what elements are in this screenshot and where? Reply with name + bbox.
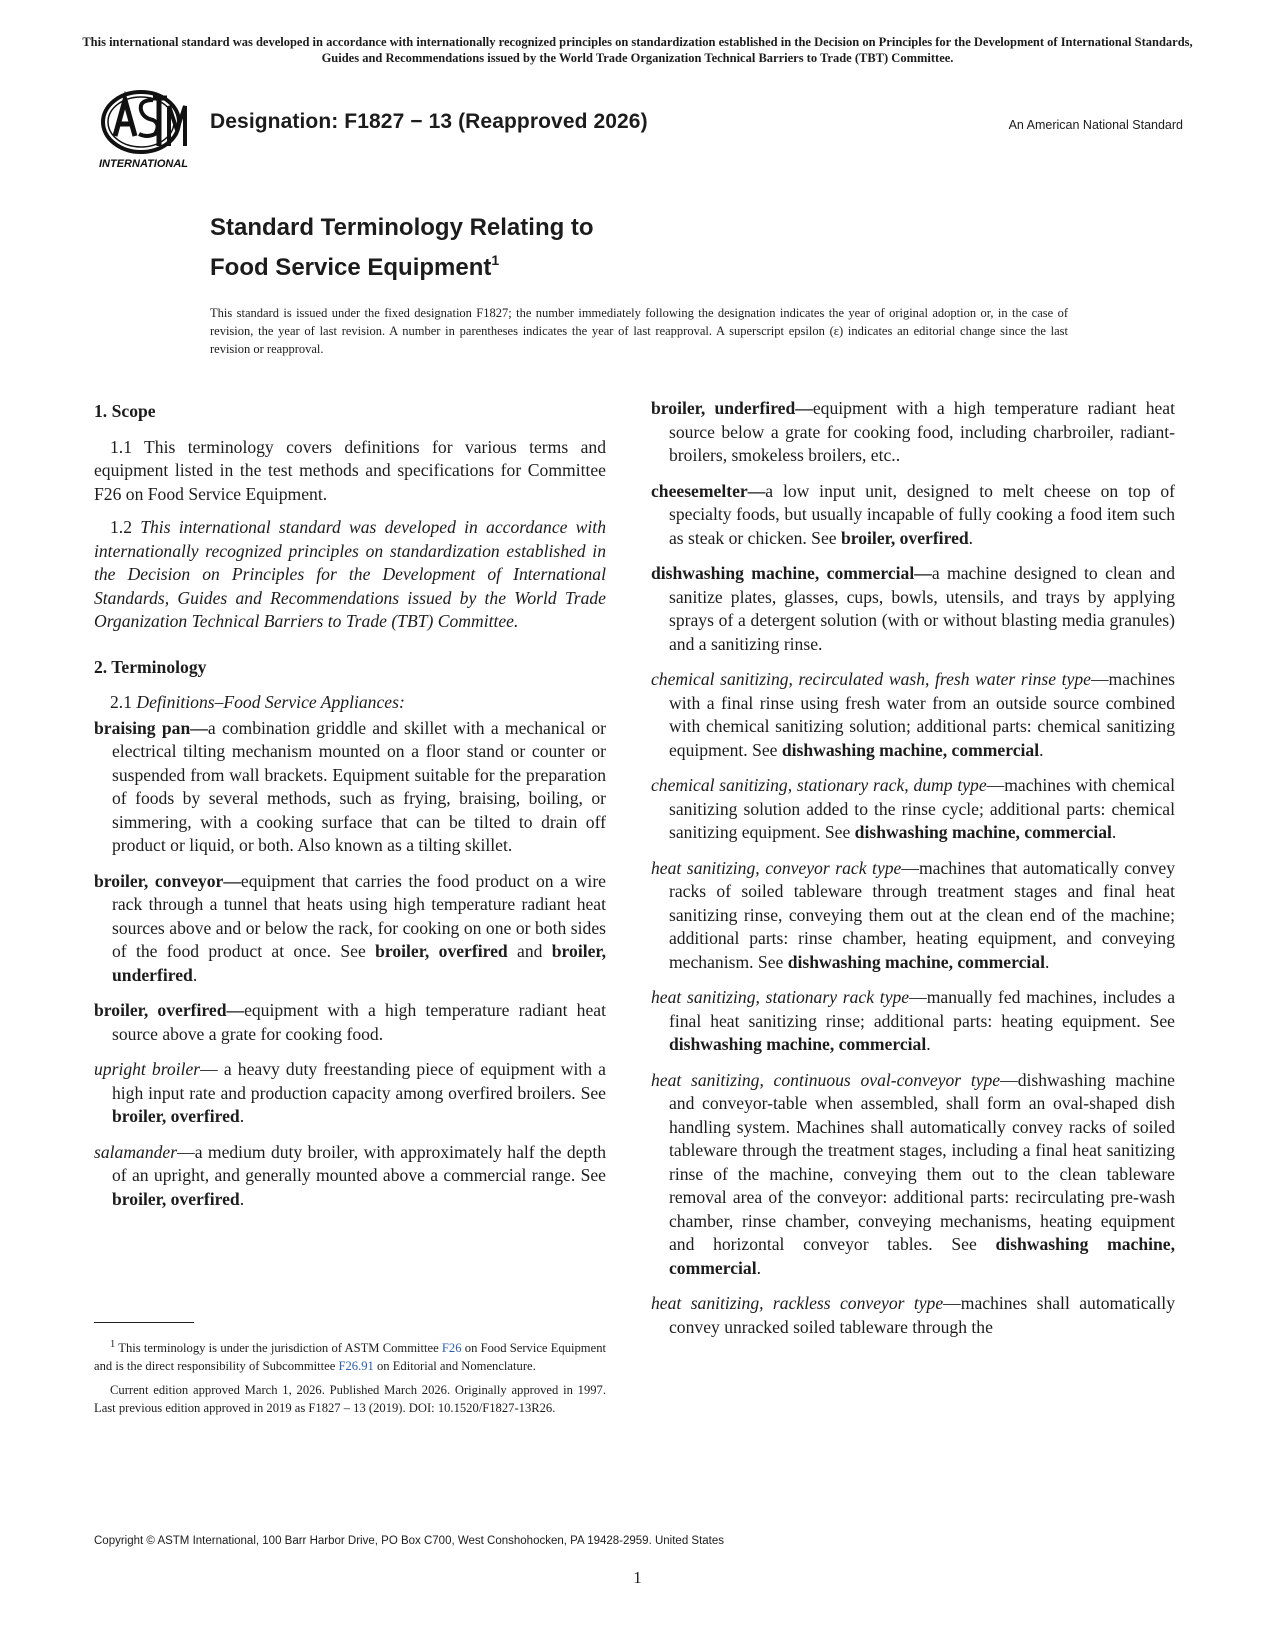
page-number: 1 [633,1568,642,1587]
issued-note: This standard is issued under the fixed designation F1827; the number immediately following the designation indicates the year of original adoption or, in the case of revision, the year of last revision. A number in parentheses indicates the year of last reapproval. A superscript epsilon (ε) indicates an editorial change since the last revision or reapproval. [210,306,1068,356]
term-heat-stationary: heat sanitizing, stationary rack type—manually fed machines, includes a final heat sanitizing rinse; additional parts: heating equipment. See dishwashing machine, commercial. [651,987,1176,1054]
right-column [651,397,1175,1351]
footnote-2: Current edition approved March 1, 2026. Published March 2026. Originally approved in 1997. Last previous edition approved in 2019 as F1827 – 13 (2019). DOI: 10.1520/F1827-13R26. [94,1383,606,1416]
american-national-standard-label: An American National Standard [1008,118,1183,132]
copyright: Copyright © ASTM International, 100 Barr Harbor Drive, PO Box C700, West Conshohocken, PA 19428-2959. United States [94,1535,725,1547]
term-salamander: salamander—a medium duty broiler, with approximately half the depth of an upright, and generally mounted above a commercial range. See broiler, overfired. [94,1141,606,1209]
term-broiler-conveyor: broiler, conveyor—equipment that carries the food product on a wire rack through a tunnel that heats using high temperature radiant heat sources above and or below the rack, for cooking on one or both sides of the food product at once. See broiler, overfired and broiler, underfired. [94,870,606,985]
designation: Designation: F1827 − 13 (Reapproved 2026) [210,110,648,133]
footnote-1: $^1$ This terminology is under the jurisdiction of ASTM Committee F26 on Food Service Equipment and is the direct responsibility of Subcommittee F26.91 on Editorial and Nomenclature. [94,1339,606,1374]
astm-logo [95,86,199,174]
term-chemical-stationary: chemical sanitizing, stationary rack, dump type—machines with chemical sanitizing solution added to the rinse cycle; additional parts: chemical sanitizing equipment. See dishwashing machine, commercial. [651,775,1175,842]
term-broiler-underfired: broiler, underfired—equipment with a high temperature radiant heat source below a grate for cooking food, including charbroiler, radiant-broilers, smokeless broilers, etc.. [651,398,1175,465]
term-chemical-recirculated: chemical sanitizing, recirculated wash, fresh water rinse type—machines with a final rinse using fresh water from an outside source combined with chemical sanitizing solution; additional parts: chemical sanitizing equipment. See dishwashing machine, commercial. [651,669,1175,760]
link-f26[interactable]: F26 [441,1341,462,1356]
title-footnote-ref: 1 [491,252,500,268]
footnote-divider [94,1322,194,1323]
title-line-1: Standard Terminology Relating to [210,214,594,241]
link-f26-91[interactable]: F26.91 [338,1359,374,1374]
scope-paragraph-1: 1.1 This terminology covers definitions for various terms and equipment listed in the test methods and specifications for Committee F26 on Food Service Equipment. [94,436,606,504]
left-column [94,400,606,1223]
wto-notice: This international standard was developed in accordance with internationally recognized principles on standardization established in the Decision on Principles for the Development of International Standards, Guides and Recommendations issued by the World Trade Organization Technical Barriers to Trade (TBT) Committee. [82,35,1193,65]
term-dishwashing-machine: dishwashing machine, commercial—a machine designed to clean and sanitize plates, glasses, cups, bowls, utensils, and trays by applying sprays of a detergent solution (with or without blasting media granules) and a sanitizing rinse. [651,563,1176,654]
title-line-2: Food Service Equipment$^1$ [210,252,500,281]
page-title [210,212,594,284]
term-heat-oval-conveyor: heat sanitizing, continuous oval-conveyor type—dishwashing machine and conveyor-table when assembled, shall form an oval-shaped dish handling system. Machines shall automatically convey racks of soiled tableware through the treatment stages, including a final heat sanitizing rinse of the machine, conveying them out to the clean tableware removal area of the conveyor: additional parts: recirculating pre-wash chamber, rinse chamber, conveying mechanisms, heating equipment and horizontal conveyor tables. See dishwashing machine, commercial. [651,1069,1176,1278]
term-braising-pan: braising pan—a combination griddle and skillet with a mechanical or electrical tilting mechanism mounted on a floor stand or counter or suspended from wall brackets. Equipment suitable for the preparation of foods by several methods, such as frying, braising, boiling, or simmering, with a cooking surface that can be tilted to drain off product or liquid, or both. Also known as a tilting skillet. [94,717,606,855]
footnotes [94,1336,606,1423]
term-heat-rackless: heat sanitizing, rackless conveyor type—machines shall automatically convey unracked soiled tableware through the [651,1293,1175,1337]
scope-paragraph-2: 1.2 This international standard was developed in accordance with internationally recognized principles on standardization established in the Decision on Principles for the Development of International Standards, Guides and Recommendations issued by the World Trade Organization Technical Barriers to Trade (TBT) Committee. [94,517,606,631]
term-broiler-overfired: broiler, overfired—equipment with a high temperature radiant heat source above a grate for cooking food. [94,1000,606,1044]
terminology-heading: 2. Terminology [94,656,207,677]
logo-text: INTERNATIONAL [99,158,189,170]
definitions-subheading: 2.1 Definitions–Food Service Appliances: [110,692,405,712]
scope-heading: 1. Scope [94,401,156,421]
term-upright-broiler: upright broiler— a heavy duty freestanding piece of equipment with a high input rate and production capacity among overfired broilers. See broiler, overfired. [94,1059,606,1126]
term-heat-conveyor-rack: heat sanitizing, conveyor rack type—machines that automatically convey racks of soiled tableware through treatment stages and final heat sanitizing rinse, conveying them out at the clean end of the machine; additional parts: rinse chamber, heating equipment, and conveying mechanism. See dishwashing machine, commercial. [651,857,1175,972]
term-cheesemelter: cheesemelter—a low input unit, designed to melt cheese on top of specialty foods, but usually incapable of fully cooking a food item such as steak or chicken. See broiler, overfired. [651,480,1175,548]
